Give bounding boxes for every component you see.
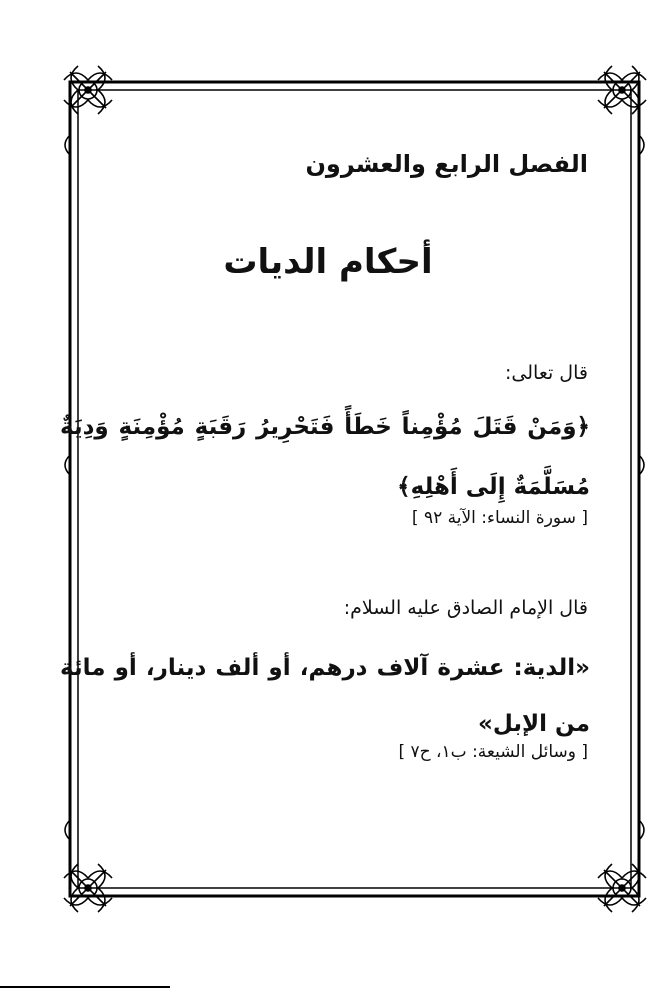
page-title: أحكام الديات	[223, 242, 433, 282]
quran-intro: قال تعالى:	[505, 362, 588, 384]
hadith-intro: قال الإمام الصادق عليه السلام:	[343, 597, 588, 619]
quran-verse: ﴿وَمَنْ قَتَلَ مُؤْمِناً خَطَأً فَتَحْرِيرُ رَقَبَةٍ مُؤْمِنَةٍ وَدِيَةٌ مُسَلَّمَةٌ إِلَى أَهْلِهِ﴾	[60, 414, 590, 500]
chapter-heading: الفصل الرابع والعشرون	[305, 150, 588, 178]
hadith-reference: [ وسائل الشيعة: ب١، ح٧ ]	[398, 742, 588, 762]
quran-reference: [ سورة النساء: الآية ٩٢ ]	[411, 508, 588, 528]
hadith-text: «الدية: عشرة آلاف درهم، أو ألف دينار، أو مائة من الإبل»	[60, 655, 590, 737]
bottom-page-rule	[0, 986, 170, 988]
